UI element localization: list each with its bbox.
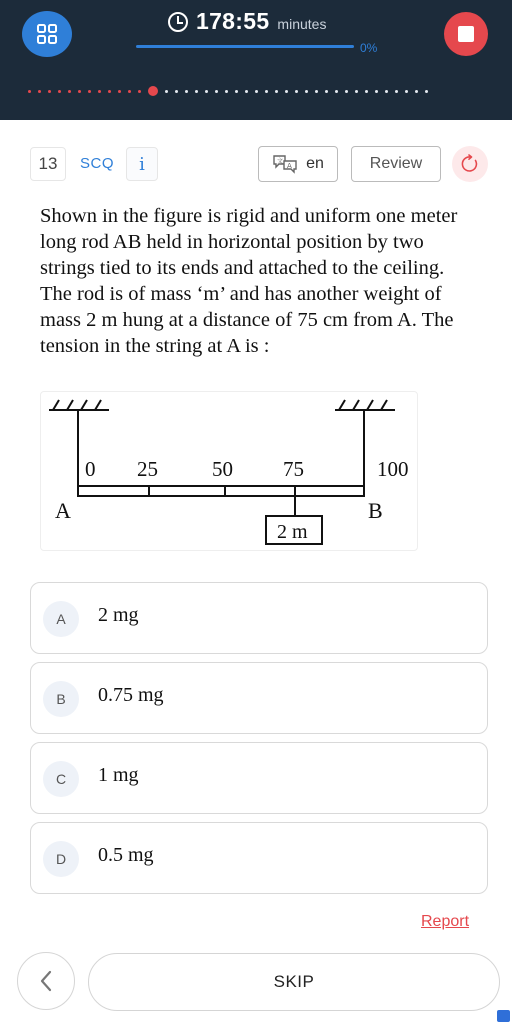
question-dot (205, 90, 208, 93)
question-dot (38, 90, 41, 93)
top-bar (0, 0, 512, 120)
question-dot (285, 90, 288, 93)
corner-badge (497, 1010, 510, 1022)
option-letter: C (43, 761, 79, 797)
question-dot (165, 90, 168, 93)
scale-label-25: 25 (137, 457, 158, 481)
question-dot (128, 90, 131, 93)
question-dot (185, 90, 188, 93)
ceiling-right (335, 400, 395, 410)
question-dot (255, 90, 258, 93)
report-link[interactable]: Report (421, 913, 470, 930)
grid-icon (36, 23, 58, 45)
refresh-button[interactable] (452, 146, 488, 182)
stop-icon (458, 26, 474, 42)
review-button[interactable]: Review (351, 146, 441, 182)
question-dot (405, 90, 408, 93)
scale-label-75: 75 (283, 457, 304, 481)
question-dot (335, 90, 338, 93)
question-dot (78, 90, 81, 93)
question-dot (315, 90, 318, 93)
question-dot (108, 90, 111, 93)
question-text: Shown in the figure is rigid and uniform one meter long rod AB held in horizontal position by two strings tied to its ends and attached to the ceiling. The rod is of mass ‘m’ and has another weight of mass 2 m hung at a distance of 75 cm from A. The tension in the string at A is : (40, 205, 458, 357)
question-dot (235, 90, 238, 93)
question-dot (355, 90, 358, 93)
current-question-dot (148, 86, 158, 96)
question-navigator-dots (28, 86, 428, 96)
question-dot (68, 90, 71, 93)
rod (78, 486, 364, 496)
timer-value: 178:55 (196, 8, 270, 34)
timer-unit: minutes (277, 16, 327, 32)
rod-diagram (41, 392, 419, 552)
refresh-icon (460, 154, 480, 174)
question-dot (385, 90, 388, 93)
translate-icon (272, 154, 298, 174)
question-dot (375, 90, 378, 93)
language-label: en (306, 155, 324, 172)
option-letter: D (43, 841, 79, 877)
option-text: 2 mg (98, 604, 139, 626)
option-letter: A (43, 601, 79, 637)
question-dot (395, 90, 398, 93)
svg-text:A: A (287, 162, 292, 170)
question-dot (415, 90, 418, 93)
option-c[interactable] (30, 742, 488, 814)
question-figure (40, 391, 418, 551)
question-dot (275, 90, 278, 93)
svg-text:文: 文 (277, 158, 284, 165)
question-dot (195, 90, 198, 93)
language-button[interactable] (258, 146, 338, 182)
question-number: 13 (30, 147, 66, 181)
option-text: 1 mg (98, 764, 139, 786)
progress-bar (136, 45, 354, 48)
option-text: 0.75 mg (98, 684, 164, 706)
question-type: SCQ (80, 155, 115, 172)
question-dot (305, 90, 308, 93)
option-b[interactable] (30, 662, 488, 734)
end-label-b: B (368, 498, 383, 523)
clock-icon (168, 12, 188, 32)
option-text: 0.5 mg (98, 844, 154, 866)
timer (168, 8, 326, 35)
stop-test-button[interactable] (444, 12, 488, 56)
weight-label: 2 m (277, 521, 308, 543)
end-label-a: A (55, 498, 71, 523)
ceiling-left (49, 400, 109, 410)
option-letter: B (43, 681, 79, 717)
question-dot (265, 90, 268, 93)
scale-label-100: 100 (377, 457, 409, 481)
question-dot (295, 90, 298, 93)
scale-label-0: 0 (85, 457, 96, 481)
chevron-left-icon (38, 970, 54, 992)
back-button[interactable] (17, 952, 75, 1010)
question-dot (28, 90, 31, 93)
question-dot (58, 90, 61, 93)
question-dot (138, 90, 141, 93)
question-dot (225, 90, 228, 93)
question-dot (175, 90, 178, 93)
question-dot (425, 90, 428, 93)
question-dot (325, 90, 328, 93)
question-dot (345, 90, 348, 93)
question-dot (245, 90, 248, 93)
question-dot (118, 90, 121, 93)
question-dot (48, 90, 51, 93)
question-dot (98, 90, 101, 93)
option-a[interactable] (30, 582, 488, 654)
scale-label-50: 50 (212, 457, 233, 481)
question-header (30, 146, 490, 184)
skip-button[interactable]: SKIP (88, 953, 500, 1011)
question-grid-button[interactable] (22, 11, 72, 57)
option-d[interactable] (30, 822, 488, 894)
question-dot (365, 90, 368, 93)
progress-percent: 0% (360, 41, 378, 55)
question-dot (88, 90, 91, 93)
question-dot (215, 90, 218, 93)
info-button[interactable]: i (126, 147, 158, 181)
